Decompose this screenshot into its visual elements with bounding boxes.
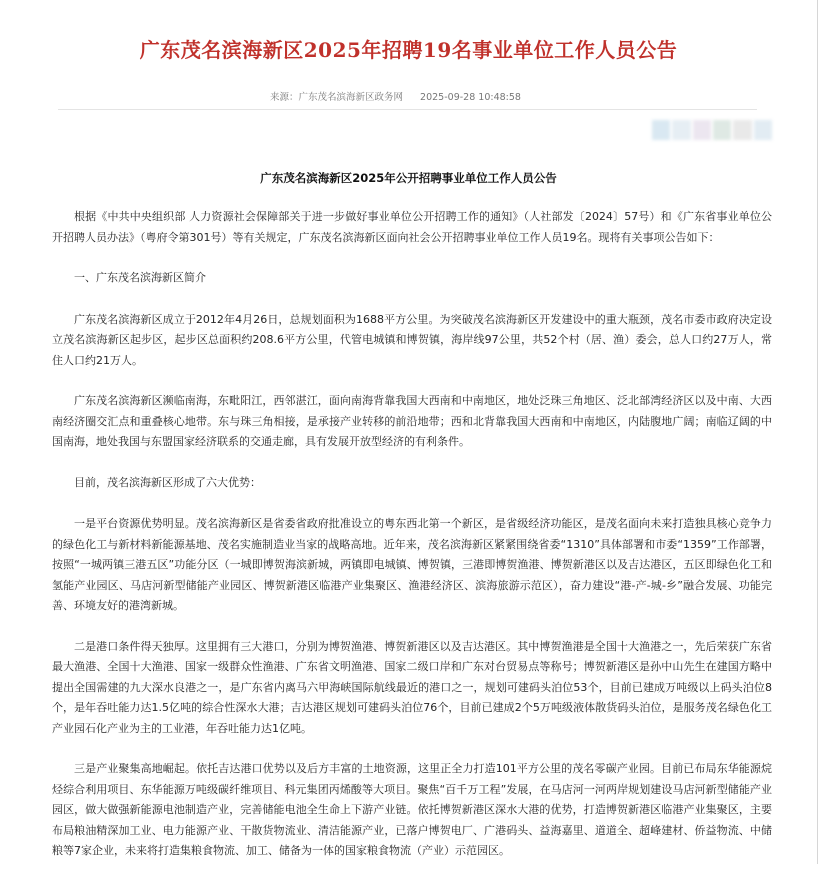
paragraph-advantage-2: 二是港口条件得天独厚。这里拥有三大港口，分别为博贺渔港、博贺新港区以及吉达港区。其中博贺渔港是全国十大渔港之一，先后荣获广东省最大渔港、全国十大渔港、国家一级群众性渔港、广东省文明渔港、国家二级口岸和广东对台贸易点等称号；博贺新港区是孙中山先生在建国方略中提出全国需建的九大深水良港之一，是广东省内离马六甲海峡国际航线最近的港口之一，规划可建码头泊位53个，目前已建成万吨级以上码头泊位8个，是年吞吐能力达1.5亿吨的综合性深水大港；吉达港区规划可建码头泊位76个，目前已建成2个5万吨级液体散货码头泊位，是服务茂名绿色化工产业园石化产业为主的工业港，年吞吐能力达1亿吨。 xyxy=(52,639,772,735)
paragraph-advantages-lead: 目前，茂名滨海新区形成了六大优势： xyxy=(74,475,261,489)
paragraph-intro: 根据《中共中央组织部 人力资源社会保障部关于进一步做好事业单位公开招聘工作的通知》（人社部发〔2024〕57号）和《广东省事业单位公开招聘人员办法》（粤府令第301号）等有关规定，广东茂名滨海新区面向社会公开招聘事业单位工作人员19名。现将有关事项公告如下： xyxy=(52,210,772,244)
blur-swatch xyxy=(672,120,690,140)
blur-swatch xyxy=(754,120,772,140)
paragraph-advantage-3: 三是产业聚集高地崛起。依托吉达港口优势以及后方丰富的土地资源，这里正全力打造101平方公里的茂名零碳产业园。目前已布局东华能源烷烃综合利用项目、东华能源万吨级碳纤维项目、科元集团丙烯酸等大项目。聚焦“百千万工程”发展，在马店河一河两岸规划建设马店河新型储能产业园区，做大做强新能源电池制造产业，完善储能电池全生命上下游产业链。依托博贺新港区深水大港的优势，打造博贺新港区临港产业集聚区，主要布局粮油精深加工业、电力能源产业、干散货物流业、清洁能源产业，已落户博贺电厂、广港码头、益海嘉里、道道全、超峰建材、侨益物流、中储粮等7家企业，未来将打造集粮食物流、加工、储备为一体的国家粮食物流（产业）示范园区。 xyxy=(52,762,772,857)
blur-swatch xyxy=(693,120,711,140)
source-label: 来源：广东茂名滨海新区政务网 xyxy=(270,92,404,103)
blurred-share-bar xyxy=(652,120,772,140)
paragraph-overview: 广东茂名滨海新区成立于2012年4月26日，总规划面积为1688平方公里。为突破茂名滨海新区开发建设中的重大瓶颈，茂名市委市政府决定设立茂名滨海新区起步区，起步区总面积约208.6平方公里，代管电城镇和博贺镇，海岸线97公里，共52个村（居、渔）委会，总人口约27万人，常住人口约21万人。 xyxy=(52,312,772,367)
section-heading: 一、广东茂名滨海新区简介 xyxy=(74,271,206,284)
blur-swatch xyxy=(652,120,670,140)
paragraph-location: 广东茂名滨海新区濒临南海，东毗阳江，西邻湛江，面向南海背靠我国大西南和中南地区，地处泛珠三角地区、泛北部湾经济区以及中南、大西南经济圈交汇点和重叠核心地带。东与珠三角相接，是承接产业转移的前沿地带；西和北背靠我国大西南和中南地区，内陆腹地广阔；南临辽阔的中国南海，地处我国与东盟国家经济联系的交通走廊，具有发展开放型经济的有利条件。 xyxy=(52,394,772,448)
page-headline: 广东茂名滨海新区2025年招聘19名事业单位工作人员公告 xyxy=(139,38,678,62)
paragraph-advantage-1: 一是平台资源优势明显。茂名滨海新区是省委省政府批准设立的粤东西北第一个新区，是省级经济功能区，是茂名面向未来打造独具核心竞争力的绿色化工与新材料新能源基地、茂名实施制造业当家的战略高地。近年来，茂名滨海新区紧紧围绕省委“1310”具体部署和市委“1359”工作部署，按照“一城两镇三港五区”功能分区（一城即博贺海滨新城，两镇即电城镇、博贺镇，三港即博贺渔港、博贺新港区以及吉达港区，五区即绿色化工和氢能产业园区、马店河新型储能产业园区、博贺新港区临港产业集聚区、渔港经济区、滨海旅游示范区），奋力建设“港-产-城-乡”融合发展、功能完善、环境友好的港湾新城。 xyxy=(52,517,772,612)
article-meta xyxy=(270,89,535,103)
article-title: 广东茂名滨海新区2025年公开招聘事业单位工作人员公告 xyxy=(260,171,557,185)
article-body xyxy=(52,207,772,882)
header-divider xyxy=(58,109,757,110)
blur-swatch xyxy=(713,120,731,140)
publish-datetime: 2025-09-28 10:48:58 xyxy=(420,92,521,103)
blur-swatch xyxy=(733,120,751,140)
